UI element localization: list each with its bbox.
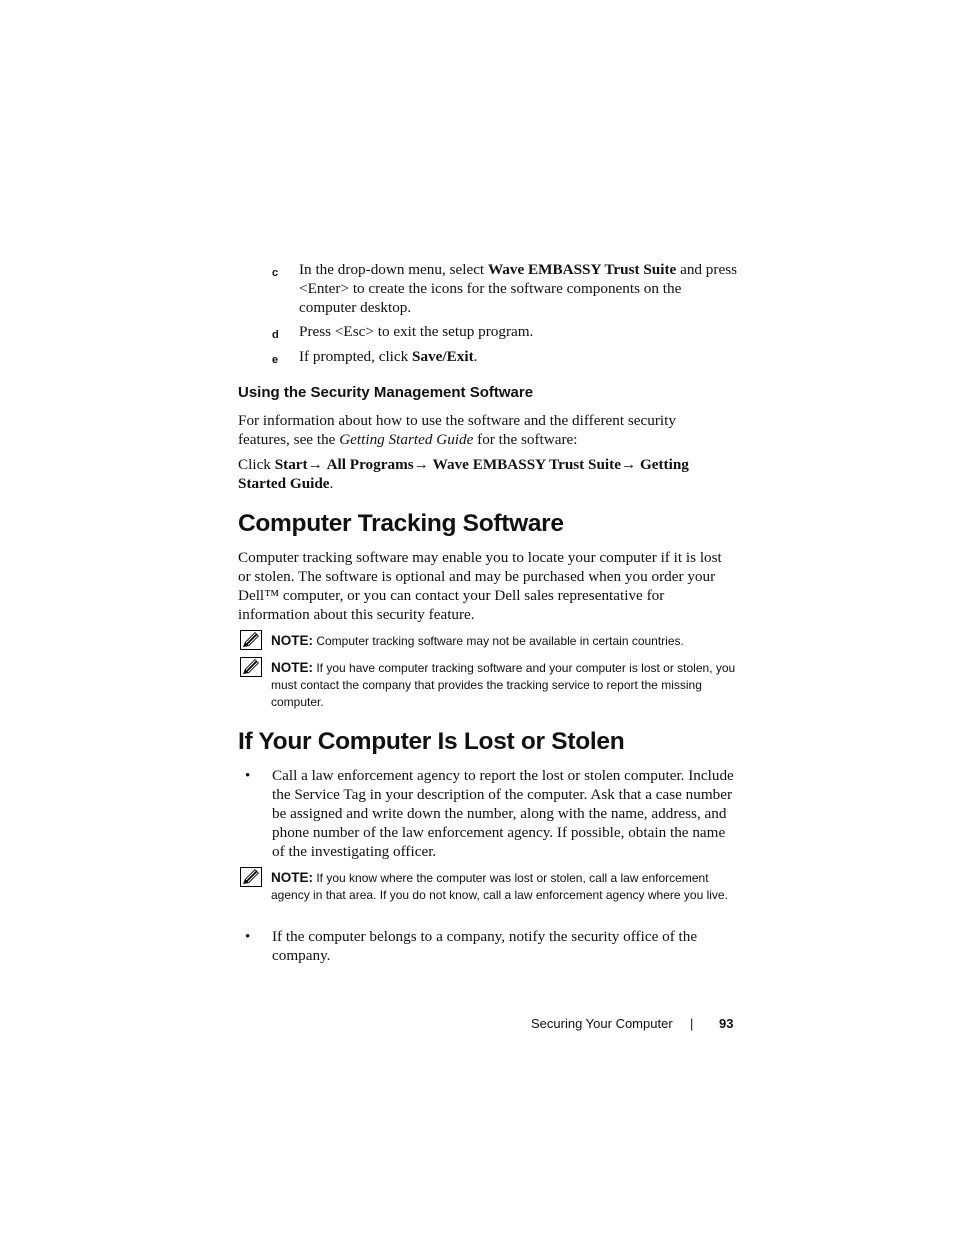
step-letter: d xyxy=(272,329,279,341)
page-number: 93 xyxy=(719,1016,734,1031)
step-text: If prompted, click Save/Exit. xyxy=(299,348,478,365)
step-text: In the drop-down menu, select Wave EMBASSY Trust Suite and press <Enter> to create the icons for the software components on the computer desktop. xyxy=(299,261,738,316)
arrow-icon: → xyxy=(620,456,637,473)
menu-path-wave: Wave EMBASSY Trust Suite xyxy=(432,456,621,473)
list-item-text: If the computer belongs to a company, notify the security office of the company. xyxy=(272,928,698,964)
menu-path-all-programs: All Programs xyxy=(326,456,414,473)
section-heading-tracking: Computer Tracking Software xyxy=(238,510,564,537)
note-text: If you know where the computer was lost or stolen, call a law enforcement agency in that area. If you do not know, call a law enforcement agency where you live. xyxy=(271,871,728,902)
footer-separator: | xyxy=(690,1016,694,1031)
note-text: If you have computer tracking software and your computer is lost or stolen, you must contact the company that provides the tracking service to report the missing computer. xyxy=(271,661,736,709)
bullet-icon: • xyxy=(245,767,251,784)
list-item-text: Call a law enforcement agency to report the lost or stolen computer. Include the Service Tag in your description of the computer. Ask that a case number be assigned and write down the number, along with the name, address, and phone number of the law enforcement agency. If possible, obtain the name of the investigating officer. xyxy=(272,767,734,860)
menu-path-instruction: Click Start→ All Programs→ Wave EMBASSY Trust Suite→ Getting Started Guide. xyxy=(238,456,689,492)
section-heading-lost: If Your Computer Is Lost or Stolen xyxy=(238,728,625,755)
footer-section-title: Securing Your Computer xyxy=(531,1016,673,1031)
tracking-paragraph: Computer tracking software may enable you to locate your computer if it is lost or stolen. The software is optional and may be purchased when you order your Dell™ computer, or you can contact your Dell sales representative for information about this security feature. xyxy=(238,549,722,623)
arrow-icon: → xyxy=(413,456,429,473)
pencil-note-icon xyxy=(240,867,262,887)
security-paragraph: For information about how to use the software and the different security features, see the Getting Started Guide for the software: xyxy=(238,412,676,448)
note-text: Computer tracking software may not be available in certain countries. xyxy=(316,634,684,648)
note-label: NOTE: xyxy=(271,660,313,675)
bullet-icon: • xyxy=(245,928,251,945)
menu-path-start: Start xyxy=(274,456,308,473)
pencil-note-icon xyxy=(240,657,262,677)
pencil-note-icon xyxy=(240,630,262,650)
note-label: NOTE: xyxy=(271,870,313,885)
step-text: Press <Esc> to exit the setup program. xyxy=(299,323,534,340)
arrow-icon: → xyxy=(307,456,323,473)
menu-path-getting-started: Getting Started Guide xyxy=(238,456,689,492)
step-letter: c xyxy=(272,267,279,279)
step-letter: e xyxy=(272,354,279,366)
note-label: NOTE: xyxy=(271,633,313,648)
subsection-heading: Using the Security Management Software xyxy=(238,384,534,401)
